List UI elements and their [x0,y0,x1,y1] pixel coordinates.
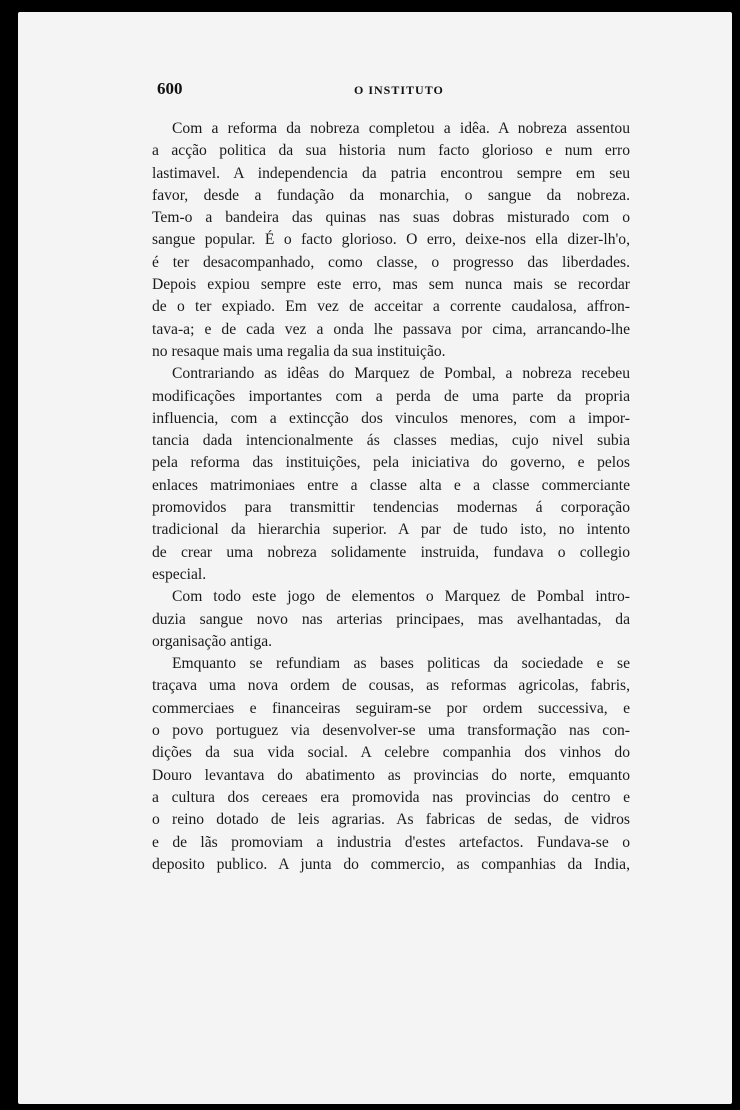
text-line: Tem-o a bandeira das quinas nas suas dobras misturado com o [152,209,630,227]
text-line: promovidos para transmittir tendencias modernas á corporação [152,499,630,517]
text-line: pela reforma das instituições, pela iniciativa do governo, e pelos [152,454,630,472]
text-line: de o ter expiado. Em vez de acceitar a corrente caudalosa, affron- [152,298,630,316]
text-line: o reino dotado de leis agrarias. As fabricas de sedas, de vidros [152,811,630,829]
text-line: é ter desacompanhado, como classe, o progresso das liberdades. [152,253,630,271]
text-line: de crear uma nobreza solidamente instruida, fundava o collegio [152,543,630,561]
text-line: commerciaes e financeiras seguiram-se por ordem successiva, e [152,699,630,717]
text-line: modificações importantes com a perda de uma parte da propria [152,387,630,405]
text-line: Douro levantava do abatimento as provincias do norte, emquanto [152,766,630,784]
text-line: lastimavel. A independencia da patria encontrou sempre em seu [152,164,630,182]
text-line: especial. [152,565,207,583]
text-line: Com todo este jogo de elementos o Marquez de Pombal intro- [172,588,630,606]
page-number: 600 [157,79,183,98]
page-header [157,79,627,101]
text-line: enlaces matrimoniaes entre a classe alta e a classe commerciante [152,476,630,494]
text-line: tradicional da hierarchia superior. A par de tudo isto, no intento [152,521,630,539]
text-line: a acção politica da sua historia num facto glorioso e num erro [152,142,630,160]
text-line: o povo portuguez via desenvolver-se uma transformação nas con- [152,722,630,740]
text-line: a cultura dos cereaes era promovida nas provincias do centro e [152,788,630,806]
text-line: duzia sangue novo nas arterias principaes, mas avelhantadas, da [152,610,630,628]
text-line: Contrariando as idêas do Marquez de Pombal, a nobreza recebeu [172,365,630,383]
text-line: Depois expiou sempre este erro, mas sem nunca mais se recordar [152,276,630,294]
text-line: Emquanto se refundiam as bases politicas da sociedade e se [172,655,630,673]
text-line: traçava uma nova ordem de cousas, as reformas agricolas, fabris, [152,677,630,695]
text-line: deposito publico. A junta do commercio, as companhias da India, [152,855,630,873]
text-line: tancia dada intencionalmente ás classes medias, cujo nivel subia [152,432,630,450]
text-line: no resaque mais uma regalia da sua instituição. [152,342,446,360]
text-line: sangue popular. É o facto glorioso. O erro, deixe-nos ella dizer-lh'o, [152,231,630,249]
text-line: favor, desde a fundação da monarchia, o sangue da nobreza. [152,186,630,204]
text-line: influencia, com a extincção dos vinculos menores, com a impor- [152,409,630,427]
text-line: organisação antiga. [152,632,273,650]
text-line: tava-a; e de cada vez a onda lhe passava por cima, arrancando-lhe [152,320,630,338]
running-title: O INSTITUTO [354,83,444,97]
text-line: Com a reforma da nobreza completou a idêa. A nobreza assentou [172,120,630,137]
body-text [152,118,630,876]
text-line: dições da sua vida social. A celebre companhia dos vinhos do [152,744,630,762]
text-line: e de lãs promoviam a industria d'estes artefactos. Fundava-se o [152,833,630,851]
